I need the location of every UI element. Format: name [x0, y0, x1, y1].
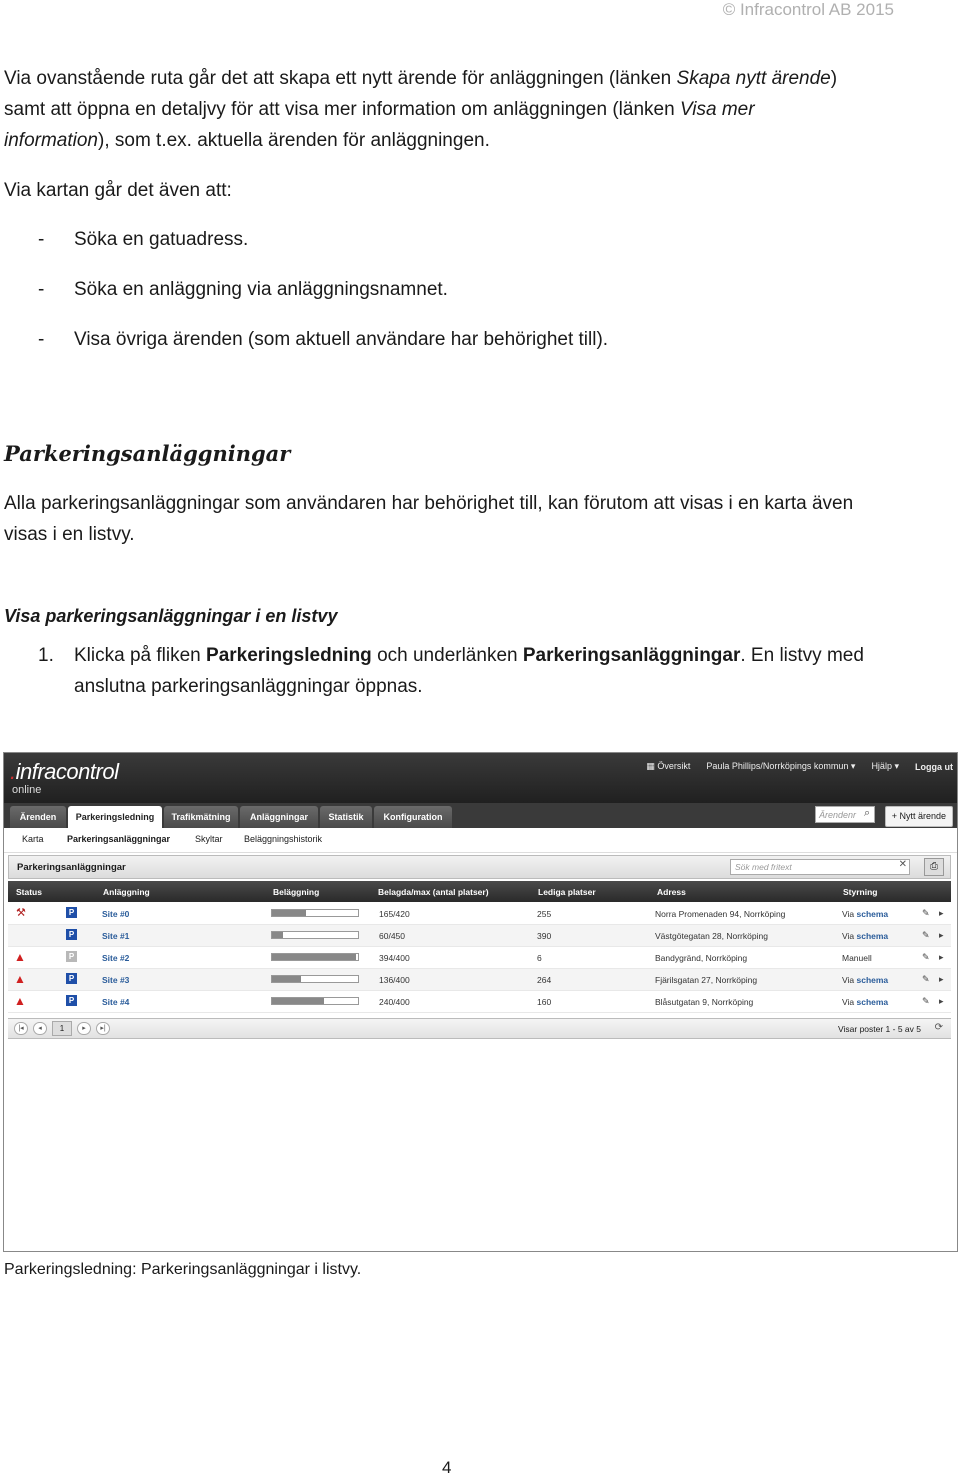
search-icon[interactable]: ⌕: [864, 807, 871, 819]
free-spaces: 255: [537, 909, 552, 919]
table-row[interactable]: [8, 947, 951, 969]
tab-trafikmatning[interactable]: Trafikmätning: [164, 806, 238, 828]
prev-page-icon[interactable]: ◂: [33, 1022, 47, 1035]
intro-paragraph: [4, 63, 920, 156]
tab-statistik[interactable]: Statistik: [320, 806, 372, 828]
chevron-right-icon[interactable]: ▸: [939, 996, 944, 1006]
app-topbar: [4, 753, 957, 803]
help-menu[interactable]: [871, 761, 899, 772]
overview-label: Översikt: [657, 761, 691, 771]
free-spaces: 160: [537, 997, 552, 1007]
figure-caption: Parkeringsledning: Parkeringsanläggningar i listvy.: [4, 1261, 362, 1278]
bullet-item: [38, 274, 448, 305]
close-icon[interactable]: ✕: [898, 859, 907, 870]
chevron-right-icon[interactable]: ▸: [939, 952, 944, 962]
main-tabs: [4, 803, 957, 828]
schedule-link[interactable]: schema: [856, 997, 889, 1007]
more-info-link-ref: Visa mer: [679, 99, 755, 120]
pencil-icon[interactable]: ✎: [922, 996, 930, 1006]
schedule-link[interactable]: schema: [856, 975, 889, 985]
table-row[interactable]: [8, 903, 951, 925]
pencil-icon[interactable]: ✎: [922, 974, 930, 984]
table-row[interactable]: [8, 969, 951, 991]
warning-icon: ▲: [14, 994, 26, 1008]
step-number: 1.: [38, 645, 54, 666]
col-belagda-max[interactable]: Belagda/max (antal platser): [378, 887, 489, 897]
pencil-icon[interactable]: ✎: [922, 952, 930, 962]
chevron-down-icon: ▾: [894, 761, 899, 771]
occupied-max: 136/400: [379, 975, 410, 985]
address: Fjärilsgatan 27, Norrköping: [655, 975, 758, 985]
chevron-right-icon[interactable]: ▸: [939, 908, 944, 918]
occupancy-bar-fill: [272, 932, 283, 938]
occupancy-bar-fill: [272, 998, 324, 1004]
occupancy-bar: [271, 997, 359, 1005]
schedule-link[interactable]: schema: [856, 909, 889, 919]
refresh-icon[interactable]: ⟳: [934, 1022, 943, 1033]
free-text-search-input[interactable]: Sök med fritext: [730, 859, 910, 875]
logo-dot: .: [10, 759, 16, 784]
address: Norra Promenaden 94, Norrköping: [655, 909, 786, 919]
address: Västgötegatan 28, Norrköping: [655, 931, 768, 941]
occupancy-bar: [271, 975, 359, 983]
control-mode: [842, 931, 888, 941]
warning-icon: ▲: [14, 972, 26, 986]
site-link[interactable]: Site #1: [102, 931, 130, 941]
top-nav: [646, 761, 953, 772]
occupied-max: 60/450: [379, 931, 405, 941]
warning-icon: ▲: [14, 950, 26, 964]
col-belaggning[interactable]: Beläggning: [273, 887, 320, 897]
help-label: Hjälp: [871, 761, 892, 771]
logo-subtitle: online: [12, 784, 42, 796]
pencil-icon[interactable]: ✎: [922, 908, 930, 918]
site-link[interactable]: Site #2: [102, 953, 130, 963]
control-mode: [842, 997, 888, 1007]
control-mode: [842, 909, 888, 919]
overview-link[interactable]: ▦ Översikt: [646, 761, 691, 771]
parking-icon: P: [66, 995, 77, 1006]
more-info-link-ref: information: [4, 130, 98, 151]
section-heading: Parkeringsanläggningar: [4, 441, 291, 466]
table-row[interactable]: [8, 925, 951, 947]
bullet-dash: -: [38, 279, 45, 300]
col-anlaggning[interactable]: Anläggning: [103, 887, 150, 897]
address: Bandygränd, Norrköping: [655, 953, 748, 963]
address: Blåsutgatan 9, Norrköping: [655, 997, 754, 1007]
intro-text: ): [830, 68, 838, 89]
control-mode: [842, 953, 872, 963]
intro-text: ), som t.ex. aktuella ärenden för anläggningen.: [98, 130, 490, 151]
control-mode: [842, 975, 888, 985]
col-adress[interactable]: Adress: [657, 887, 686, 897]
chevron-down-icon: ▾: [850, 761, 856, 771]
parking-icon: P: [66, 951, 77, 962]
tab-arenden[interactable]: Ärenden: [10, 806, 66, 828]
user-menu[interactable]: [706, 761, 855, 772]
tab-konfiguration[interactable]: Konfiguration: [374, 806, 452, 828]
chevron-right-icon[interactable]: ▸: [939, 930, 944, 940]
col-status[interactable]: Status: [16, 887, 42, 897]
parking-icon: P: [66, 973, 77, 984]
app-logo[interactable]: [10, 759, 118, 785]
occupancy-bar: [271, 909, 359, 917]
site-link[interactable]: Site #4: [102, 997, 130, 1007]
col-lediga[interactable]: Lediga platser: [538, 887, 596, 897]
subnav-belaggningshistorik[interactable]: Beläggningshistorik: [244, 834, 323, 844]
parking-icon: P: [66, 907, 77, 918]
bullet-item: [38, 324, 608, 355]
page-number: 4: [442, 1458, 452, 1477]
chevron-right-icon[interactable]: ▸: [939, 974, 944, 984]
section-body-line: Alla parkeringsanläggningar som användaren har behörighet till, kan förutom att visas i en karta även: [4, 493, 854, 514]
section-body: [4, 488, 920, 550]
free-spaces: 6: [537, 953, 542, 963]
step-text-part: . En listvy med: [740, 645, 864, 666]
step-text-part: och underlänken: [371, 645, 523, 666]
table-row[interactable]: [8, 991, 951, 1013]
site-link[interactable]: Site #0: [102, 909, 130, 919]
logout-link[interactable]: Logga ut: [915, 761, 953, 772]
app-screenshot: [3, 752, 958, 1252]
issue-number-input[interactable]: Ärendenr: [815, 806, 875, 823]
map-intro: Via kartan går det även att:: [4, 180, 232, 201]
pager-info: Visar poster 1 - 5 av 5: [838, 1024, 921, 1034]
last-page-icon[interactable]: ▸|: [96, 1022, 110, 1035]
site-link[interactable]: Site #3: [102, 975, 130, 985]
control-text: Via: [842, 997, 857, 1007]
print-icon[interactable]: ⎙: [924, 858, 944, 876]
pencil-icon[interactable]: ✎: [922, 930, 930, 940]
col-styrning[interactable]: Styrning: [843, 887, 878, 897]
parking-icon: P: [66, 929, 77, 940]
step-sublink-ref: Parkeringsanläggningar: [522, 645, 741, 666]
bullet-text: Visa övriga ärenden (som aktuell användare har behörighet till).: [74, 329, 609, 350]
bullet-item: [38, 224, 248, 255]
occupied-max: 240/400: [379, 997, 410, 1007]
copyright-header: © Infracontrol AB 2015: [722, 0, 894, 19]
subnav-parkeringsanlaggningar[interactable]: Parkeringsanläggningar: [67, 834, 171, 844]
step-text: [74, 640, 900, 702]
occupancy-bar-fill: [272, 954, 356, 960]
step-text-part: anslutna parkeringsanläggningar öppnas.: [74, 676, 423, 697]
occupancy-bar-fill: [272, 910, 306, 916]
free-spaces: 264: [537, 975, 552, 985]
tab-anlaggningar[interactable]: Anläggningar: [240, 806, 318, 828]
occupied-max: 394/400: [379, 953, 410, 963]
bullet-dash: -: [38, 329, 45, 350]
logo-text: infracontrol: [15, 759, 119, 784]
step-text-part: Klicka på fliken: [74, 645, 207, 666]
maintenance-icon: ⚒: [16, 907, 26, 919]
occupied-max: 165/420: [379, 909, 410, 919]
new-issue-button[interactable]: [885, 806, 953, 827]
first-page-icon[interactable]: |◂: [14, 1022, 28, 1035]
control-text: Via: [842, 909, 857, 919]
table-header: [8, 881, 951, 902]
new-issue-label: Nytt ärende: [899, 811, 946, 821]
step-tab-ref: Parkeringsledning: [206, 645, 372, 666]
bullet-dash: -: [38, 229, 45, 250]
panel-title: Parkeringsanläggningar: [17, 862, 126, 873]
section-body-line: visas i en listvy.: [4, 524, 135, 545]
panel-header: [8, 855, 951, 879]
occupancy-bar: [271, 953, 359, 961]
create-issue-link-ref: Skapa nytt ärende: [676, 68, 831, 89]
intro-text: samt att öppna en detaljvy för att visa mer information om anläggningen (länken: [4, 99, 680, 120]
tab-parkeringsledning[interactable]: Parkeringsledning: [68, 806, 162, 828]
control-text: Manuell: [842, 953, 872, 963]
free-spaces: 390: [537, 931, 552, 941]
subsection-heading: Visa parkeringsanläggningar i en listvy: [4, 606, 338, 626]
bullet-text: Söka en anläggning via anläggningsnamnet.: [74, 279, 448, 300]
plus-icon: +: [891, 811, 897, 821]
step-item: [38, 640, 900, 702]
schedule-link[interactable]: schema: [856, 931, 889, 941]
subnav-skyltar[interactable]: Skyltar: [195, 834, 223, 844]
sub-nav: [4, 828, 957, 853]
bullet-text: Söka en gatuadress.: [74, 229, 249, 250]
next-page-icon[interactable]: ▸: [77, 1022, 91, 1035]
occupancy-bar-fill: [272, 976, 301, 982]
control-text: Via: [842, 975, 857, 985]
intro-text: Via ovanstående ruta går det att skapa ett nytt ärende för anläggningen (länken: [4, 68, 677, 89]
control-text: Via: [842, 931, 857, 941]
pager: [8, 1018, 951, 1039]
user-label: Paula Phillips/Norrköpings kommun: [706, 761, 849, 771]
subnav-karta[interactable]: Karta: [22, 834, 44, 844]
current-page[interactable]: 1: [52, 1021, 72, 1036]
occupancy-bar: [271, 931, 359, 939]
